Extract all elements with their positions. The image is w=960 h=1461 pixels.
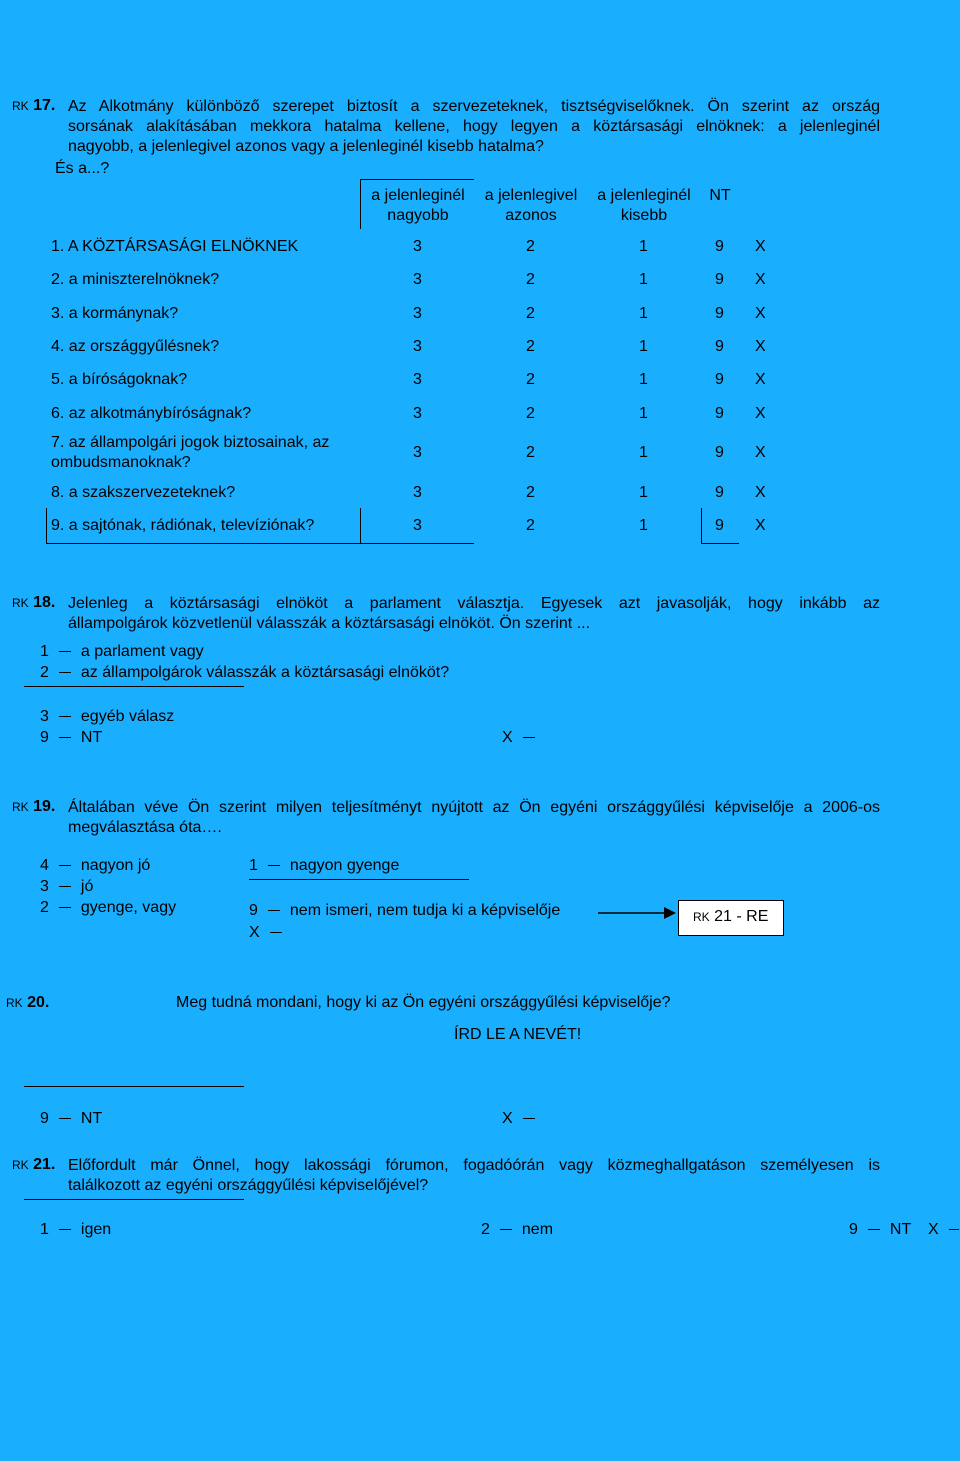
- answer-code[interactable]: 2: [526, 517, 535, 534]
- row-label: [51, 304, 178, 324]
- q19-option-4[interactable]: [40, 857, 150, 875]
- option-code: X: [928, 1221, 939, 1238]
- column-header-azonos: [478, 186, 584, 226]
- row-label-line: 2. a miniszterelnöknek?: [51, 271, 220, 288]
- jump-to-box: [678, 900, 784, 936]
- rk-label: RK: [693, 910, 710, 924]
- answer-code[interactable]: 2: [526, 338, 535, 355]
- es-a-label: És a...?: [55, 160, 110, 177]
- column-header-nagyobb: [366, 186, 470, 226]
- row-label: [51, 270, 219, 290]
- column-header-line: azonos: [505, 207, 557, 224]
- answer-code[interactable]: 3: [413, 484, 422, 501]
- answer-code[interactable]: 9: [715, 444, 724, 461]
- dash: [59, 651, 71, 652]
- column-header-nt: [704, 186, 736, 206]
- option-text: NT: [80, 1110, 103, 1127]
- dash: [500, 1229, 512, 1230]
- separator-rule: [249, 879, 469, 880]
- row-label-line: 9. a sajtónak, rádiónak, televíziónak?: [51, 517, 315, 534]
- q19-option-x[interactable]: [249, 924, 292, 942]
- answer-code[interactable]: X: [755, 371, 766, 388]
- answer-code[interactable]: 2: [526, 238, 535, 255]
- answer-code[interactable]: 9: [715, 338, 724, 355]
- q21-option-1[interactable]: [40, 1221, 111, 1239]
- answer-code[interactable]: 1: [639, 517, 648, 534]
- answer-code[interactable]: 9: [715, 405, 724, 422]
- option-code: 2: [481, 1221, 490, 1238]
- column-header-line: kisebb: [620, 207, 668, 224]
- q18-option-9[interactable]: [40, 729, 102, 747]
- question-number: 18.: [33, 594, 56, 611]
- answer-code[interactable]: 3: [413, 405, 422, 422]
- column-header-line: a jelenleginél: [371, 187, 465, 204]
- rk-label: RK: [12, 99, 29, 113]
- row-label-line: 4. az országgyűlésnek?: [51, 338, 220, 355]
- q20-option-9[interactable]: [40, 1110, 102, 1128]
- header-rule: [360, 179, 474, 180]
- option-text: nagyon gyenge: [289, 857, 400, 874]
- q18-option-3[interactable]: [40, 708, 174, 726]
- question-number: 20.: [27, 994, 50, 1011]
- dash: [523, 737, 535, 738]
- dash: [268, 910, 280, 911]
- q18-number: [12, 594, 55, 612]
- q18-line-2: állampolgárok közvetlenül válasszák a köztársasági elnököt. Ön szerint ...: [68, 615, 591, 632]
- answer-code[interactable]: 9: [715, 484, 724, 501]
- q21-option-x[interactable]: [928, 1221, 959, 1239]
- q18-option-x[interactable]: [502, 729, 545, 747]
- table-mid-rule: [360, 508, 361, 544]
- q20-option-x[interactable]: [502, 1110, 545, 1128]
- answer-code[interactable]: 1: [639, 371, 648, 388]
- option-text: nem: [521, 1221, 554, 1238]
- option-text: NT: [80, 729, 103, 746]
- q17-line-3: nagyobb, a jelenlegivel azonos vagy a jelenleginél kisebb hatalma?: [68, 138, 544, 155]
- q19-text: [68, 798, 880, 838]
- answer-code[interactable]: 2: [526, 444, 535, 461]
- answer-code[interactable]: 9: [715, 517, 724, 534]
- q21-option-2[interactable]: [481, 1221, 553, 1239]
- q17-text: [68, 97, 880, 157]
- column-header-line: nagyobb: [387, 207, 449, 224]
- answer-code[interactable]: X: [755, 444, 766, 461]
- answer-code[interactable]: X: [755, 238, 766, 255]
- table-right-rule: [701, 508, 702, 544]
- option-code: 1: [40, 1221, 49, 1238]
- answer-code[interactable]: 2: [526, 305, 535, 322]
- jump-text: 21 - RE: [714, 908, 769, 925]
- answer-code[interactable]: 3: [413, 305, 422, 322]
- option-code: 9: [40, 729, 49, 746]
- separator-rule: [24, 1199, 244, 1200]
- q19-option-2[interactable]: [40, 899, 176, 917]
- header-vrule: [360, 179, 361, 229]
- dash: [59, 907, 71, 908]
- option-code: 3: [40, 708, 49, 725]
- question-number: 19.: [33, 798, 56, 815]
- table-bottom-rule: [46, 543, 360, 544]
- answer-code[interactable]: 1: [639, 305, 648, 322]
- answer-code[interactable]: X: [755, 517, 766, 534]
- column-header-line: NT: [709, 187, 731, 204]
- row-label-line: 5. a bíróságoknak?: [51, 371, 188, 388]
- column-header-line: a jelenleginél: [597, 187, 691, 204]
- row-label-line: 1. A KÖZTÁRSASÁGI ELNÖKNEK: [51, 238, 299, 255]
- q17-line-1: Az Alkotmány különböző szerepet biztosít a szervezeteknek, tisztségviselőknek. Ön szerint az ország: [68, 98, 880, 115]
- dash: [59, 865, 71, 866]
- option-code: 1: [40, 643, 49, 660]
- answer-code[interactable]: 2: [526, 405, 535, 422]
- option-text: jó: [80, 878, 94, 895]
- row-label: [51, 404, 251, 424]
- rk-label: RK: [6, 996, 23, 1010]
- option-code: 2: [40, 664, 49, 681]
- q21-number: [12, 1156, 55, 1174]
- option-text: igen: [80, 1221, 112, 1238]
- answer-code[interactable]: X: [755, 405, 766, 422]
- row-label-line: 8. a szakszervezeteknek?: [51, 484, 236, 501]
- row-label: [51, 237, 298, 257]
- option-code: 3: [40, 878, 49, 895]
- option-code: 2: [40, 899, 49, 916]
- q19-line-1: Általában véve Ön szerint milyen teljesítményt nyújtott az Ön egyéni országgyűlési képviselője a 2006-os: [68, 799, 880, 816]
- column-header-line: a jelenlegivel: [484, 187, 578, 204]
- answer-code[interactable]: X: [755, 305, 766, 322]
- option-code: X: [502, 729, 513, 746]
- q19-option-3[interactable]: [40, 878, 93, 896]
- dash: [59, 716, 71, 717]
- q17-number: [12, 97, 55, 115]
- answer-code[interactable]: 3: [413, 371, 422, 388]
- q19-line-2: megválasztása óta….: [68, 819, 222, 836]
- answer-code[interactable]: 1: [639, 444, 648, 461]
- option-code: X: [502, 1110, 513, 1127]
- row-label: [51, 337, 219, 357]
- row-label-line: 3. a kormánynak?: [51, 305, 179, 322]
- q19-option-9[interactable]: [249, 902, 560, 920]
- answer-code[interactable]: 2: [526, 371, 535, 388]
- option-code: 9: [40, 1110, 49, 1127]
- answer-code[interactable]: 1: [639, 238, 648, 255]
- dash: [268, 865, 280, 866]
- q18-option-2[interactable]: [40, 664, 449, 682]
- answer-code[interactable]: 9: [715, 305, 724, 322]
- dash: [59, 1229, 71, 1230]
- rk-label: RK: [12, 1158, 29, 1172]
- dash: [59, 672, 71, 673]
- row-label-line: 7. az állampolgári jogok biztosainak, az: [51, 434, 330, 451]
- dash: [523, 1118, 535, 1119]
- table-left-rule: [46, 508, 47, 544]
- answer-code[interactable]: 3: [413, 444, 422, 461]
- option-code: 9: [849, 1221, 858, 1238]
- dash: [59, 1118, 71, 1119]
- q20-instruction: ÍRD LE A NEVÉT!: [454, 1026, 582, 1043]
- row-label: [51, 516, 314, 536]
- arrow-right-icon: [598, 905, 678, 921]
- answer-code[interactable]: X: [755, 338, 766, 355]
- option-code: 4: [40, 857, 49, 874]
- column-header-kisebb: [590, 186, 698, 226]
- q18-text: [68, 594, 880, 634]
- q21-line-1: Előfordult már Önnel, hogy lakossági fórumon, fogadóórán vagy közmeghallgatáson személyesen is: [68, 1157, 880, 1174]
- answer-code[interactable]: 3: [413, 238, 422, 255]
- answer-code[interactable]: 2: [526, 271, 535, 288]
- q21-text: [68, 1156, 880, 1196]
- q20-text: Meg tudná mondani, hogy ki az Ön egyéni országgyűlési képviselője?: [176, 994, 671, 1011]
- answer-code[interactable]: 1: [639, 271, 648, 288]
- row-label: [51, 483, 235, 503]
- q19-option-1[interactable]: [249, 857, 399, 875]
- option-code: 1: [249, 857, 258, 874]
- row-label-line: 6. az alkotmánybíróságnak?: [51, 405, 252, 422]
- option-code: X: [249, 924, 260, 941]
- dash: [949, 1229, 959, 1230]
- option-text: NT: [889, 1221, 912, 1238]
- answer-code[interactable]: 3: [413, 517, 422, 534]
- separator-rule: [24, 686, 244, 687]
- option-text: nem ismeri, nem tudja ki a képviselője: [289, 902, 561, 919]
- answer-code[interactable]: 1: [639, 484, 648, 501]
- answer-code[interactable]: 9: [715, 371, 724, 388]
- table-bottom-rule: [701, 543, 739, 544]
- answer-code[interactable]: 1: [639, 338, 648, 355]
- q20-number: [6, 994, 49, 1012]
- dash: [868, 1229, 880, 1230]
- rk-label: RK: [12, 596, 29, 610]
- q21-option-9[interactable]: [849, 1221, 911, 1239]
- answer-code[interactable]: X: [755, 484, 766, 501]
- table-bottom-rule: [360, 543, 474, 544]
- answer-code[interactable]: 9: [715, 238, 724, 255]
- dash: [270, 932, 282, 933]
- q18-option-1[interactable]: [40, 643, 204, 661]
- option-code: 9: [249, 902, 258, 919]
- q21-line-2: találkozott az egyéni országgyűlési képviselőjével?: [68, 1177, 429, 1194]
- option-text: gyenge, vagy: [80, 899, 177, 916]
- answer-code[interactable]: 9: [715, 271, 724, 288]
- answer-code[interactable]: X: [755, 271, 766, 288]
- option-text: egyéb válasz: [80, 708, 175, 725]
- dash: [59, 737, 71, 738]
- question-number: 21.: [33, 1156, 56, 1173]
- answer-code[interactable]: 3: [413, 271, 422, 288]
- option-text: nagyon jó: [80, 857, 151, 874]
- jump-label: [693, 908, 768, 926]
- row-label: [51, 370, 187, 390]
- dash: [59, 886, 71, 887]
- answer-code[interactable]: 1: [639, 405, 648, 422]
- q19-number: [12, 798, 55, 816]
- row-label-line: ombudsmanoknak?: [51, 454, 191, 471]
- option-text: az állampolgárok válasszák a köztársasági elnököt?: [80, 664, 450, 681]
- q18-line-1: Jelenleg a köztársasági elnököt a parlament választja. Egyesek azt javasolják, hogy inkább az: [68, 595, 880, 612]
- rk-label: RK: [12, 800, 29, 814]
- answer-code[interactable]: 3: [413, 338, 422, 355]
- name-answer-line[interactable]: [24, 1086, 244, 1087]
- answer-code[interactable]: 2: [526, 484, 535, 501]
- question-number: 17.: [33, 97, 56, 114]
- option-text: a parlament vagy: [80, 643, 204, 660]
- row-label: [51, 433, 329, 473]
- q17-line-2: sorsának alakításában mekkora hatalma kellene, hogy legyen a köztársasági elnöknek: a jelenleginél: [68, 118, 880, 135]
